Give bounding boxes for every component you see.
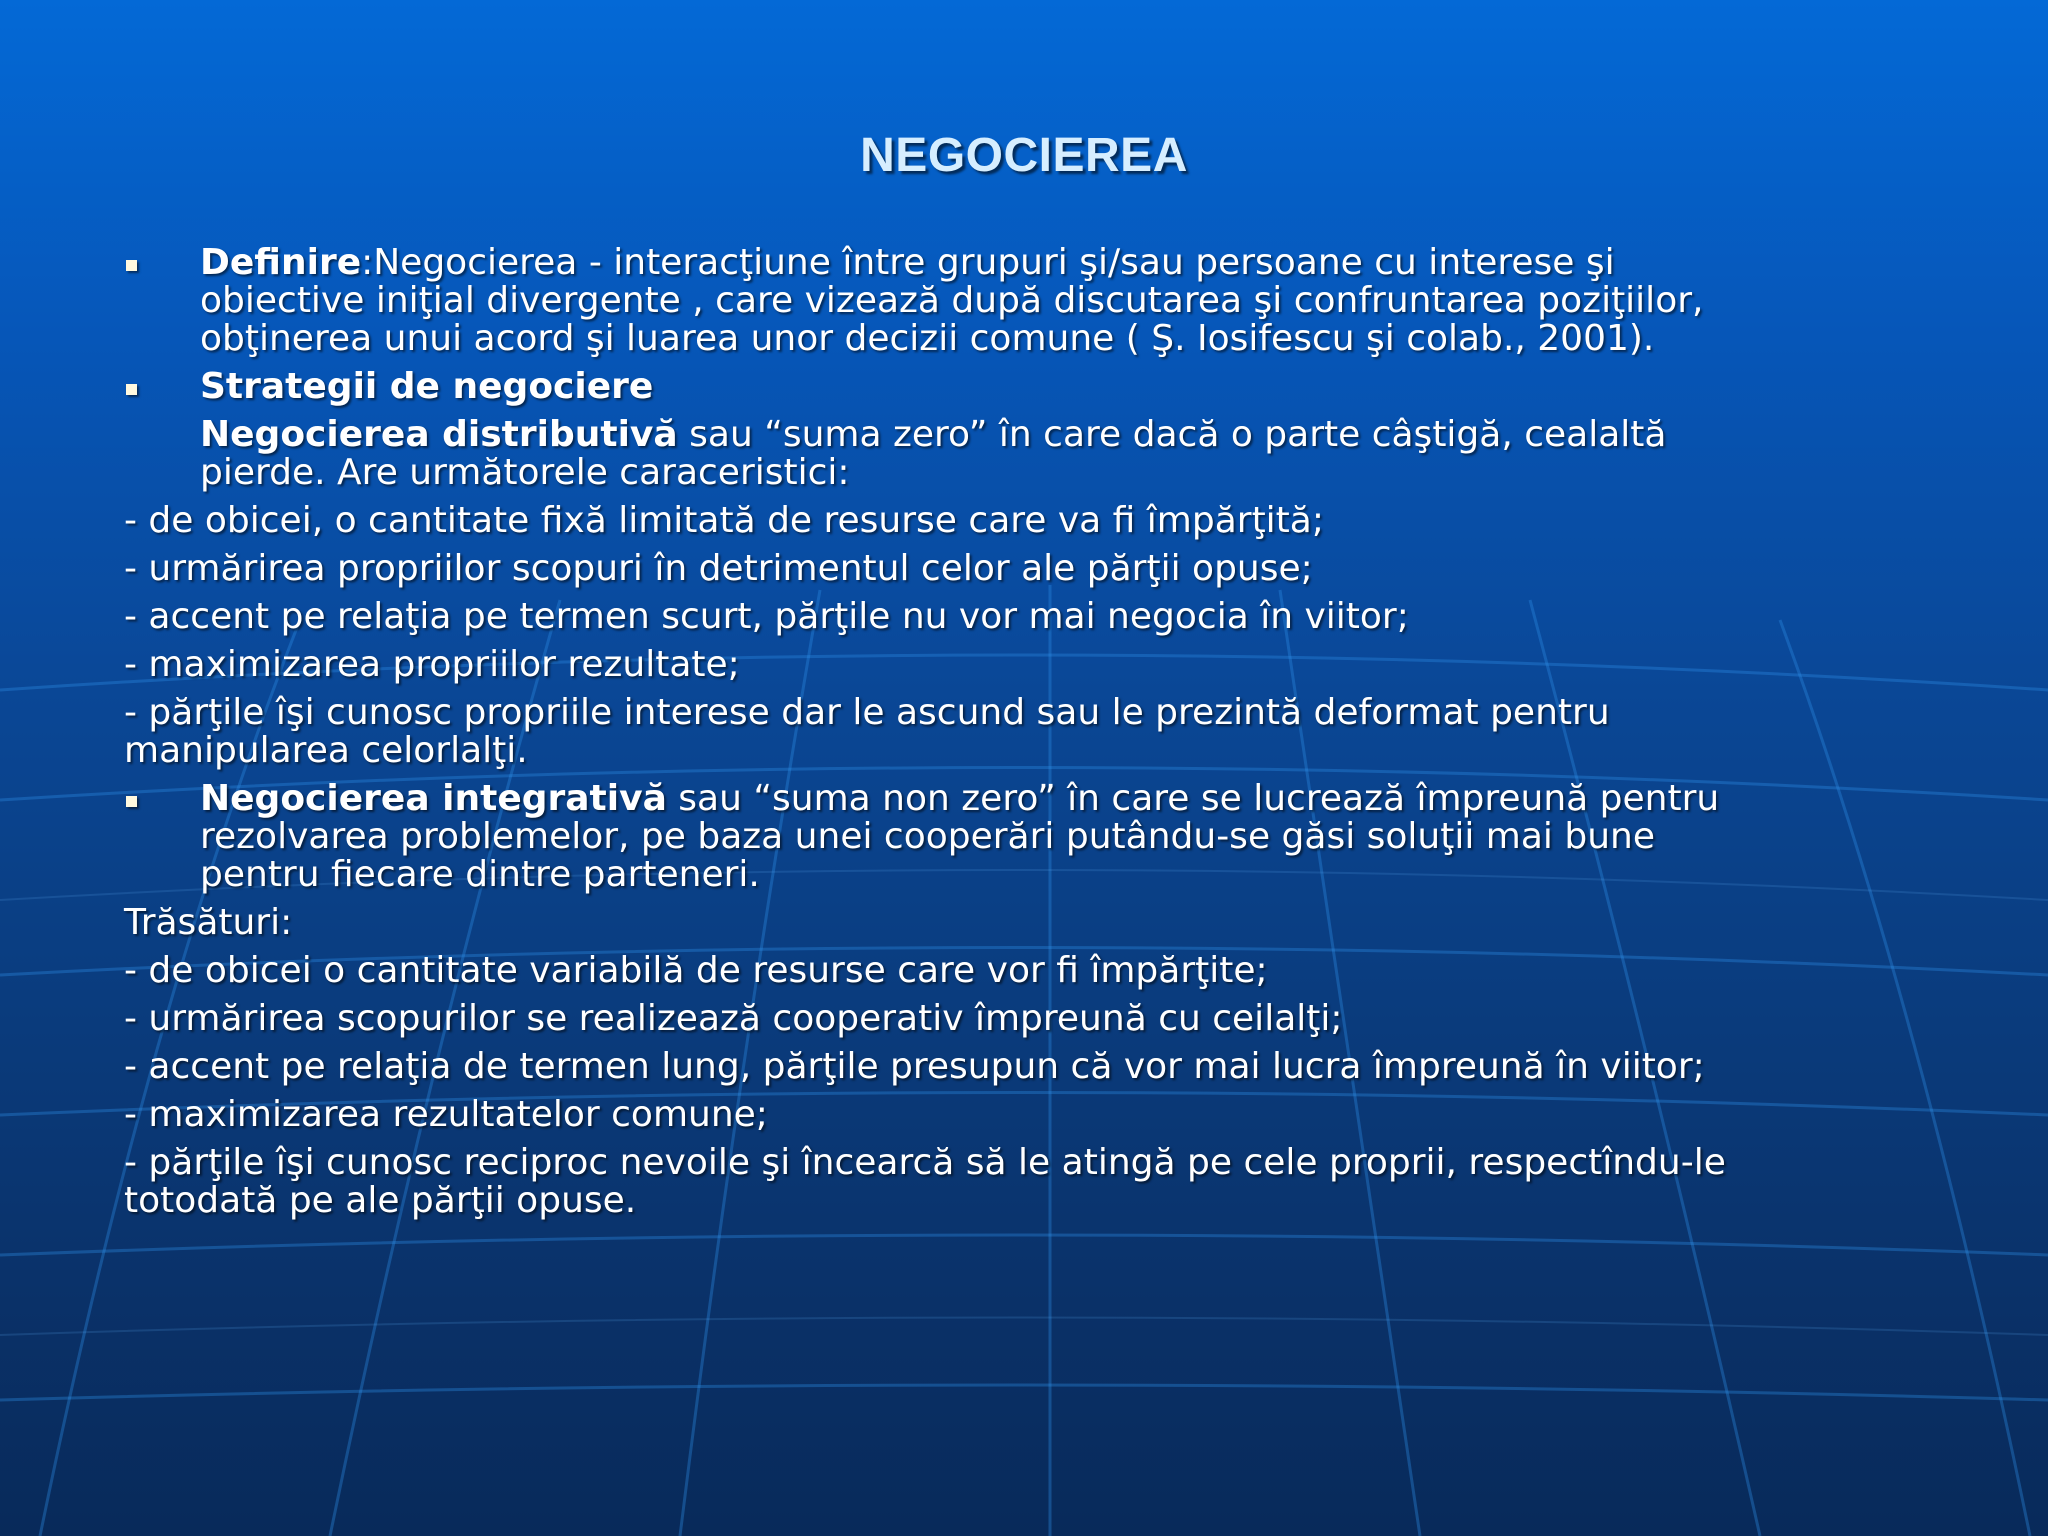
distributive-line-1 [200, 416, 1924, 454]
distributive-trait-2: - urmărirea propriilor scopuri în detrimentul celor ale părţii opuse; [124, 548, 1313, 589]
integrative-trait-5-line-2: totodată pe ale părţii opuse. [124, 1180, 637, 1221]
distributive-trait-5 [124, 694, 1924, 770]
integrative-trait-2: - urmărirea scopurilor se realizează cooperativ împreună cu ceilalţi; [124, 998, 1343, 1039]
distributive-trait-4: - maximizarea propriilor rezultate; [124, 644, 740, 685]
strategies-item [124, 368, 1924, 406]
integrative-label: Negocierea integrativă [200, 778, 667, 819]
distributive-trait-5-line-1: - părţile îşi cunosc propriile interese dar le ascund sau le prezintă deformat pentru [124, 692, 1610, 733]
integrative-trait-3: - accent pe relaţia de termen lung, părţile presupun că vor mai lucra împreună în viitor; [124, 1046, 1705, 1087]
definition-item [124, 244, 1924, 358]
definition-text-1: :Negocierea - interacţiune între grupuri şi/sau persoane cu interese şi [361, 242, 1615, 283]
integrative-trait-4: - maximizarea rezultatelor comune; [124, 1094, 768, 1135]
distributive-text-1: sau “suma zero” în care dacă o parte câştigă, cealaltă [677, 414, 1667, 455]
definition-line-3: obţinerea unui acord şi luarea unor decizii comune ( Ş. Iosifescu şi colab., 2001). [200, 318, 1655, 359]
integrative-line-1 [200, 780, 1924, 818]
distributive-trait-5-line-2: manipularea celorlalţi. [124, 730, 528, 771]
distributive-description [124, 416, 1924, 492]
integrative-text-1: sau “suma non zero” în care se lucrează împreună pentru [666, 778, 1720, 819]
distributive-trait-3: - accent pe relaţia pe termen scurt, părţile nu vor mai negocia în viitor; [124, 596, 1409, 637]
distributive-trait-1: - de obicei, o cantitate fixă limitată de resurse care va fi împărţită; [124, 500, 1324, 541]
integrative-trait-5 [124, 1144, 1924, 1220]
traits-heading: Trăsături: [124, 902, 293, 943]
strategies-heading: Strategii de negociere [200, 366, 654, 407]
distributive-label: Negocierea distributivă [200, 414, 678, 455]
square-bullet-icon [126, 384, 137, 395]
slide-body [124, 244, 1924, 1230]
integrative-line-2: rezolvarea problemelor, pe baza unei cooperări putându-se găsi soluţii mai bune [200, 816, 1656, 857]
definition-line-1 [200, 244, 1924, 282]
square-bullet-icon [126, 796, 137, 807]
definition-label: Definire [200, 242, 362, 283]
integrative-trait-1: - de obicei o cantitate variabilă de resurse care vor fi împărţite; [124, 950, 1268, 991]
definition-line-2: obiective iniţial divergente , care vizează după discutarea şi confruntarea poziţiilor, [200, 280, 1704, 321]
square-bullet-icon [126, 260, 137, 271]
integrative-item [124, 780, 1924, 894]
distributive-line-2: pierde. Are următorele caraceristici: [200, 452, 850, 493]
integrative-trait-5-line-1: - părţile îşi cunosc reciproc nevoile şi încearcă să le atingă pe cele proprii, respectîndu-le [124, 1142, 1726, 1183]
slide-title: NEGOCIEREA [860, 129, 1188, 182]
integrative-line-3: pentru fiecare dintre parteneri. [200, 854, 760, 895]
